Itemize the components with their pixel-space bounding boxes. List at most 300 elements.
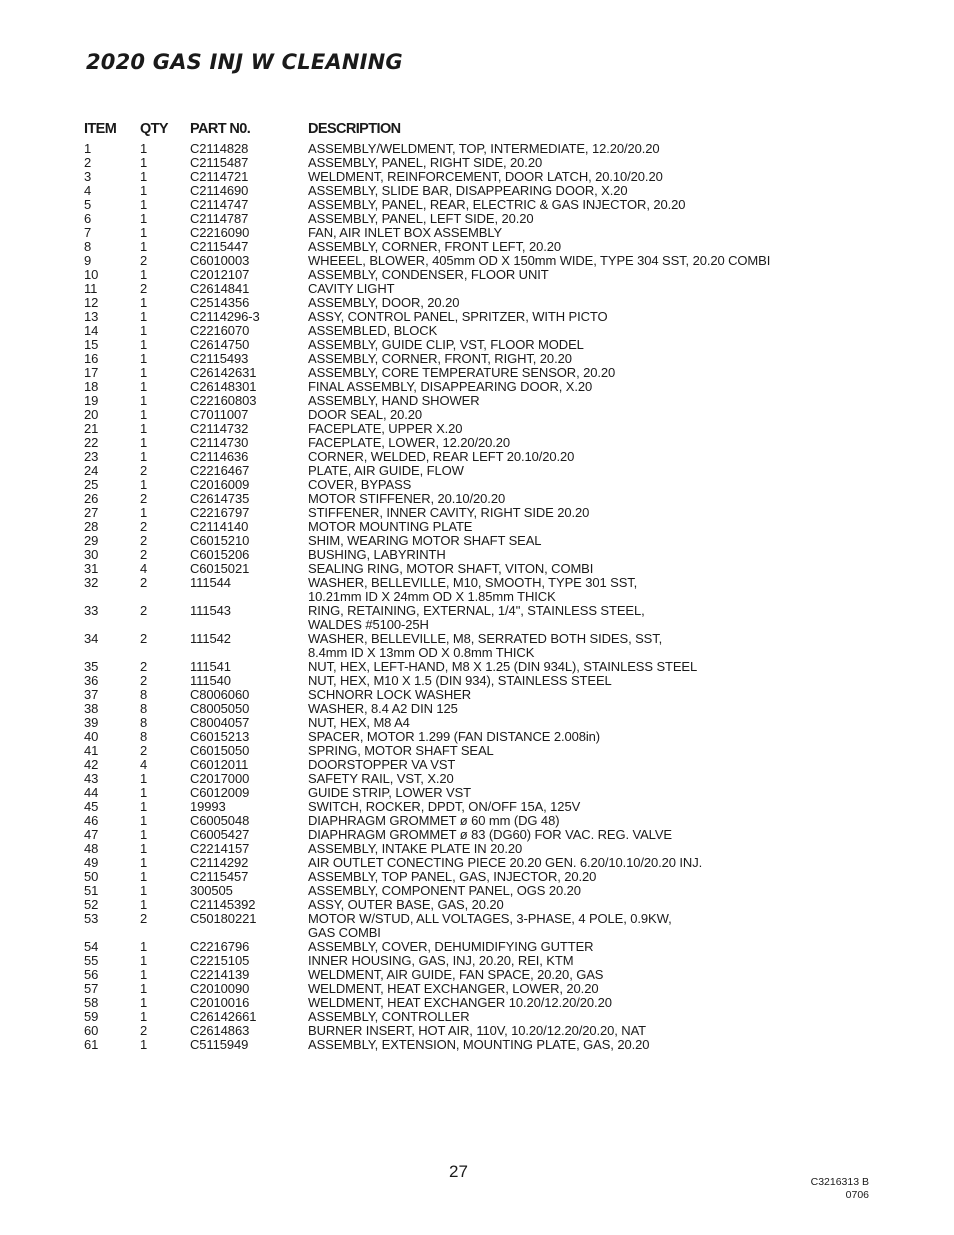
table-row: [0, 1010, 954, 1024]
qty-cell: 2: [140, 1023, 148, 1038]
qty-cell: 1: [140, 841, 148, 856]
qty-cell: 8: [140, 715, 148, 730]
description-cell: ASSY, OUTER BASE, GAS, 20.20: [308, 897, 504, 912]
description-cell: ASSEMBLY, CORE TEMPERATURE SENSOR, 20.20: [308, 365, 616, 380]
part-number-cell: C8005050: [190, 701, 250, 716]
table-row: [0, 744, 954, 758]
item-cell: 43: [84, 771, 99, 786]
qty-cell: 1: [140, 813, 148, 828]
description-cell: ASSEMBLY, CORNER, FRONT, RIGHT, 20.20: [308, 351, 572, 366]
part-number-cell: C2614735: [190, 491, 250, 506]
part-number-cell: C6010003: [190, 253, 250, 268]
qty-cell: 1: [140, 799, 148, 814]
part-number-cell: 300505: [190, 883, 233, 898]
qty-cell: 8: [140, 729, 148, 744]
qty-cell: 1: [140, 225, 148, 240]
qty-cell: 4: [140, 757, 148, 772]
table-row: [0, 968, 954, 982]
description-cell: COVER, BYPASS: [308, 477, 412, 492]
part-number-cell: C2216070: [190, 323, 250, 338]
description-cell: WHEEEL, BLOWER, 405mm OD X 150mm WIDE, TYPE 304 SST, 20.20 COMBI: [308, 253, 771, 268]
item-cell: 46: [84, 813, 99, 828]
description-cell: STIFFENER, INNER CAVITY, RIGHT SIDE 20.20: [308, 505, 590, 520]
qty-cell: 2: [140, 547, 148, 562]
item-cell: 14: [84, 323, 99, 338]
item-cell: 42: [84, 757, 99, 772]
table-row: [0, 394, 954, 408]
item-cell: 1: [84, 141, 92, 156]
part-number-cell: C2614841: [190, 281, 250, 296]
qty-cell: 1: [140, 827, 148, 842]
qty-cell: 4: [140, 561, 148, 576]
part-number-cell: C2514356: [190, 295, 250, 310]
description-cell: 10.21mm ID X 24mm OD X 1.85mm THICK: [308, 589, 556, 604]
part-number-cell: C2114787: [190, 211, 249, 226]
item-cell: 30: [84, 547, 99, 562]
item-cell: 49: [84, 855, 99, 870]
part-number-cell: C2215105: [190, 953, 250, 968]
qty-cell: 2: [140, 673, 148, 688]
item-cell: 53: [84, 911, 99, 926]
part-number-cell: 111542: [190, 631, 231, 646]
qty-cell: 8: [140, 701, 148, 716]
description-cell: ASSEMBLY, CORNER, FRONT LEFT, 20.20: [308, 239, 561, 254]
table-row: [0, 366, 954, 380]
table-row: [0, 814, 954, 828]
part-number-cell: C6005427: [190, 827, 250, 842]
qty-cell: 1: [140, 897, 148, 912]
table-row: [0, 282, 954, 296]
description-cell: 8.4mm ID X 13mm OD X 0.8mm THICK: [308, 645, 535, 660]
qty-cell: 1: [140, 169, 148, 184]
part-number-cell: C6012011: [190, 757, 249, 772]
table-row: [0, 688, 954, 702]
item-cell: 61: [84, 1037, 99, 1052]
qty-cell: 1: [140, 295, 148, 310]
item-cell: 26: [84, 491, 99, 506]
table-row: [0, 996, 954, 1010]
qty-cell: 1: [140, 1009, 148, 1024]
description-cell: BURNER INSERT, HOT AIR, 110V, 10.20/12.20/20.20, NAT: [308, 1023, 647, 1038]
description-cell: SWITCH, ROCKER, DPDT, ON/OFF 15A, 125V: [308, 799, 581, 814]
part-number-cell: C2114292: [190, 855, 249, 870]
table-row: [0, 240, 954, 254]
part-number-cell: C6005048: [190, 813, 250, 828]
table-row: [0, 520, 954, 534]
part-number-cell: C2214157: [190, 841, 250, 856]
description-cell: SPACER, MOTOR 1.299 (FAN DISTANCE 2.008in): [308, 729, 601, 744]
item-cell: 11: [84, 281, 98, 296]
item-cell: 21: [84, 421, 99, 436]
description-cell: AIR OUTLET CONECTING PIECE 20.20 GEN. 6.20/10.10/20.20 INJ.: [308, 855, 703, 870]
description-cell: DOOR SEAL, 20.20: [308, 407, 423, 422]
description-cell: GAS COMBI: [308, 925, 381, 940]
item-cell: 47: [84, 827, 99, 842]
description-cell: ASSEMBLY/WELDMENT, TOP, INTERMEDIATE, 12.20/20.20: [308, 141, 660, 156]
description-cell: WELDMENT, REINFORCEMENT, DOOR LATCH, 20.10/20.20: [308, 169, 663, 184]
part-number-cell: C2115493: [190, 351, 249, 366]
table-row: [0, 422, 954, 436]
description-cell: WALDES #5100-25H: [308, 617, 429, 632]
part-number-cell: C21145392: [190, 897, 256, 912]
part-number-cell: C2114730: [190, 435, 249, 450]
item-cell: 20: [84, 407, 99, 422]
part-number-cell: C2010090: [190, 981, 250, 996]
qty-cell: 1: [140, 953, 148, 968]
document-code: [811, 1176, 869, 1202]
qty-cell: 2: [140, 575, 148, 590]
part-number-cell: C2017000: [190, 771, 250, 786]
table-row: [0, 464, 954, 478]
table-row: [0, 982, 954, 996]
description-cell: ASSEMBLY, PANEL, RIGHT SIDE, 20.20: [308, 155, 543, 170]
doc-code-number: C3216313 B: [810, 1176, 869, 1188]
qty-cell: 1: [140, 855, 148, 870]
item-cell: 28: [84, 519, 99, 534]
table-row: [0, 352, 954, 366]
table-row: [0, 1024, 954, 1038]
qty-cell: 1: [140, 267, 148, 282]
table-row: [0, 296, 954, 310]
table-row: [0, 184, 954, 198]
item-cell: 45: [84, 799, 99, 814]
qty-cell: 1: [140, 351, 148, 366]
table-row: [0, 898, 954, 912]
part-number-cell: C2114140: [190, 519, 249, 534]
description-cell: SPRING, MOTOR SHAFT SEAL: [308, 743, 494, 758]
item-cell: 13: [84, 309, 99, 324]
item-cell: 54: [84, 939, 99, 954]
part-number-cell: C6015210: [190, 533, 250, 548]
description-cell: ASSEMBLY, HAND SHOWER: [308, 393, 480, 408]
item-cell: 51: [84, 883, 99, 898]
table-row: [0, 576, 954, 604]
description-cell: FINAL ASSEMBLY, DISAPPEARING DOOR, X.20: [308, 379, 593, 394]
item-cell: 6: [84, 211, 92, 226]
item-cell: 35: [84, 659, 99, 674]
page-title: 2020 GAS INJ W CLEANING: [86, 50, 403, 74]
table-row: [0, 170, 954, 184]
part-number-cell: C2016009: [190, 477, 250, 492]
qty-cell: 1: [140, 435, 148, 450]
table-row: [0, 912, 954, 940]
part-number-cell: C6015021: [190, 561, 250, 576]
qty-cell: 8: [140, 687, 148, 702]
item-cell: 56: [84, 967, 99, 982]
item-cell: 12: [84, 295, 99, 310]
qty-cell: 1: [140, 211, 148, 226]
item-cell: 22: [84, 435, 99, 450]
description-cell: ASSEMBLY, EXTENSION, MOUNTING PLATE, GAS, 20.20: [308, 1037, 650, 1052]
qty-cell: 1: [140, 869, 148, 884]
qty-cell: 1: [140, 477, 148, 492]
description-cell: CAVITY LIGHT: [308, 281, 395, 296]
table-row: [0, 800, 954, 814]
part-number-cell: C2114721: [190, 169, 249, 184]
qty-cell: 1: [140, 981, 148, 996]
description-cell: PLATE, AIR GUIDE, FLOW: [308, 463, 464, 478]
part-number-cell: C2216796: [190, 939, 250, 954]
item-cell: 55: [84, 953, 99, 968]
parts-table-body: [0, 142, 954, 1052]
item-cell: 36: [84, 673, 99, 688]
qty-cell: 1: [140, 771, 148, 786]
table-row: [0, 786, 954, 800]
qty-cell: 1: [140, 365, 148, 380]
item-cell: 17: [84, 365, 99, 380]
description-cell: ASSEMBLY, PANEL, LEFT SIDE, 20.20: [308, 211, 534, 226]
qty-cell: 2: [140, 911, 148, 926]
description-cell: ASSEMBLY, TOP PANEL, GAS, INJECTOR, 20.20: [308, 869, 597, 884]
description-cell: DOORSTOPPER VA VST: [308, 757, 456, 772]
table-row: [0, 730, 954, 744]
table-row: [0, 268, 954, 282]
item-cell: 18: [84, 379, 99, 394]
table-row: [0, 436, 954, 450]
description-cell: ASSEMBLY, COMPONENT PANEL, OGS 20.20: [308, 883, 581, 898]
part-number-cell: C2114828: [190, 141, 249, 156]
part-number-cell: C2114636: [190, 449, 249, 464]
qty-cell: 1: [140, 967, 148, 982]
part-number-cell: C6015206: [190, 547, 250, 562]
part-number-cell: C6015213: [190, 729, 250, 744]
qty-cell: 2: [140, 603, 148, 618]
qty-cell: 1: [140, 197, 148, 212]
item-cell: 9: [84, 253, 92, 268]
description-cell: WELDMENT, HEAT EXCHANGER 10.20/12.20/20.20: [308, 995, 612, 1010]
part-number-cell: C22160803: [190, 393, 257, 408]
qty-cell: 2: [140, 463, 148, 478]
table-row: [0, 604, 954, 632]
part-number-cell: C5115949: [190, 1037, 249, 1052]
part-number-cell: C8004057: [190, 715, 250, 730]
qty-cell: 2: [140, 253, 148, 268]
item-cell: 27: [84, 505, 99, 520]
description-cell: SEALING RING, MOTOR SHAFT, VITON, COMBI: [308, 561, 594, 576]
table-row: [0, 534, 954, 548]
qty-cell: 2: [140, 281, 148, 296]
part-number-cell: C26142661: [190, 1009, 257, 1024]
table-row: [0, 828, 954, 842]
table-row: [0, 758, 954, 772]
item-cell: 52: [84, 897, 99, 912]
part-number-cell: C6012009: [190, 785, 250, 800]
item-cell: 15: [84, 337, 99, 352]
table-row: [0, 142, 954, 156]
item-cell: 7: [84, 225, 92, 240]
doc-code-date: 0706: [845, 1189, 869, 1201]
table-row: [0, 478, 954, 492]
item-cell: 37: [84, 687, 99, 702]
table-row: [0, 772, 954, 786]
table-row: [0, 940, 954, 954]
part-number-cell: C6015050: [190, 743, 250, 758]
table-row: [0, 492, 954, 506]
description-cell: DIAPHRAGM GROMMET ø 60 mm (DG 48): [308, 813, 560, 828]
qty-cell: 2: [140, 519, 148, 534]
description-cell: GUIDE STRIP, LOWER VST: [308, 785, 471, 800]
table-row: [0, 870, 954, 884]
qty-cell: 2: [140, 743, 148, 758]
qty-cell: 1: [140, 309, 148, 324]
item-cell: 31: [84, 561, 99, 576]
header-part-number: PART N0.: [190, 121, 251, 137]
qty-cell: 2: [140, 533, 148, 548]
qty-cell: 2: [140, 631, 148, 646]
item-cell: 33: [84, 603, 99, 618]
table-row: [0, 856, 954, 870]
table-row: [0, 338, 954, 352]
table-row: [0, 660, 954, 674]
part-number-cell: C2012107: [190, 267, 250, 282]
description-cell: SHIM, WEARING MOTOR SHAFT SEAL: [308, 533, 542, 548]
item-cell: 19: [84, 393, 99, 408]
qty-cell: 1: [140, 421, 148, 436]
header-item: ITEM: [84, 121, 117, 137]
table-row: [0, 716, 954, 730]
description-cell: ASSEMBLY, CONTROLLER: [308, 1009, 470, 1024]
item-cell: 16: [84, 351, 99, 366]
qty-cell: 1: [140, 449, 148, 464]
item-cell: 34: [84, 631, 99, 646]
description-cell: ASSEMBLED, BLOCK: [308, 323, 438, 338]
part-number-cell: C2114690: [190, 183, 249, 198]
description-cell: ASSEMBLY, COVER, DEHUMIDIFYING GUTTER: [308, 939, 594, 954]
table-row: [0, 562, 954, 576]
description-cell: ASSEMBLY, PANEL, REAR, ELECTRIC & GAS INJECTOR, 20.20: [308, 197, 686, 212]
description-cell: SAFETY RAIL, VST, X.20: [308, 771, 454, 786]
description-cell: ASSEMBLY, INTAKE PLATE IN 20.20: [308, 841, 523, 856]
qty-cell: 1: [140, 323, 148, 338]
part-number-cell: 111544: [190, 575, 231, 590]
part-number-cell: C2115457: [190, 869, 249, 884]
table-row: [0, 380, 954, 394]
table-row: [0, 702, 954, 716]
part-number-cell: C2214139: [190, 967, 250, 982]
part-number-cell: C2614863: [190, 1023, 250, 1038]
description-cell: WELDMENT, HEAT EXCHANGER, LOWER, 20.20: [308, 981, 599, 996]
description-cell: NUT, HEX, M8 A4: [308, 715, 410, 730]
table-row: [0, 226, 954, 240]
part-number-cell: C2010016: [190, 995, 250, 1010]
header-description: DESCRIPTION: [308, 121, 401, 137]
qty-cell: 1: [140, 883, 148, 898]
qty-cell: 1: [140, 239, 148, 254]
description-cell: FACEPLATE, LOWER, 12.20/20.20: [308, 435, 511, 450]
part-number-cell: 111543: [190, 603, 231, 618]
qty-cell: 1: [140, 393, 148, 408]
item-cell: 50: [84, 869, 99, 884]
item-cell: 38: [84, 701, 99, 716]
qty-cell: 2: [140, 659, 148, 674]
part-number-cell: 19993: [190, 799, 226, 814]
description-cell: CORNER, WELDED, REAR LEFT 20.10/20.20: [308, 449, 575, 464]
description-cell: BUSHING, LABYRINTH: [308, 547, 446, 562]
description-cell: ASSEMBLY, DOOR, 20.20: [308, 295, 460, 310]
part-number-cell: C26148301: [190, 379, 257, 394]
table-row: [0, 212, 954, 226]
qty-cell: 1: [140, 337, 148, 352]
item-cell: 3: [84, 169, 92, 184]
qty-cell: 1: [140, 785, 148, 800]
table-row: [0, 324, 954, 338]
description-cell: ASSY, CONTROL PANEL, SPRITZER, WITH PICTO: [308, 309, 608, 324]
item-cell: 2: [84, 155, 92, 170]
description-cell: WASHER, BELLEVILLE, M10, SMOOTH, TYPE 301 SST,: [308, 575, 638, 590]
description-cell: INNER HOUSING, GAS, INJ, 20.20, REI, KTM: [308, 953, 574, 968]
part-number-cell: C2115447: [190, 239, 249, 254]
part-number-cell: C2114296-3: [190, 309, 260, 324]
table-row: [0, 450, 954, 464]
page-number: 27: [449, 1162, 468, 1181]
qty-cell: 1: [140, 183, 148, 198]
qty-cell: 1: [140, 1037, 148, 1052]
table-row: [0, 842, 954, 856]
description-cell: NUT, HEX, LEFT-HAND, M8 X 1.25 (DIN 934L), STAINLESS STEEL: [308, 659, 698, 674]
table-row: [0, 632, 954, 660]
qty-cell: 1: [140, 995, 148, 1010]
part-number-cell: C2115487: [190, 155, 249, 170]
part-number-cell: 111540: [190, 673, 231, 688]
item-cell: 41: [84, 743, 99, 758]
item-cell: 59: [84, 1009, 99, 1024]
part-number-cell: C50180221: [190, 911, 257, 926]
part-number-cell: C2216797: [190, 505, 250, 520]
description-cell: MOTOR STIFFENER, 20.10/20.20: [308, 491, 506, 506]
table-row: [0, 506, 954, 520]
description-cell: NUT, HEX, M10 X 1.5 (DIN 934), STAINLESS STEEL: [308, 673, 612, 688]
item-cell: 58: [84, 995, 99, 1010]
item-cell: 24: [84, 463, 99, 478]
table-row: [0, 254, 954, 268]
table-row: [0, 1038, 954, 1052]
description-cell: RING, RETAINING, EXTERNAL, 1/4", STAINLESS STEEL,: [308, 603, 645, 618]
item-cell: 23: [84, 449, 99, 464]
item-cell: 32: [84, 575, 99, 590]
description-cell: MOTOR W/STUD, ALL VOLTAGES, 3-PHASE, 4 POLE, 0.9KW,: [308, 911, 672, 926]
table-row: [0, 954, 954, 968]
part-number-cell: C8006060: [190, 687, 250, 702]
description-cell: WELDMENT, AIR GUIDE, FAN SPACE, 20.20, GAS: [308, 967, 604, 982]
description-cell: WASHER, 8.4 A2 DIN 125: [308, 701, 458, 716]
description-cell: ASSEMBLY, CONDENSER, FLOOR UNIT: [308, 267, 549, 282]
item-cell: 8: [84, 239, 92, 254]
qty-cell: 2: [140, 491, 148, 506]
qty-cell: 1: [140, 141, 148, 156]
part-number-cell: 111541: [190, 659, 231, 674]
table-row: [0, 198, 954, 212]
item-cell: 4: [84, 183, 92, 198]
item-cell: 48: [84, 841, 99, 856]
description-cell: ASSEMBLY, GUIDE CLIP, VST, FLOOR MODEL: [308, 337, 584, 352]
item-cell: 25: [84, 477, 99, 492]
table-row: [0, 310, 954, 324]
header-qty: QTY: [140, 121, 169, 137]
item-cell: 39: [84, 715, 99, 730]
qty-cell: 1: [140, 379, 148, 394]
part-number-cell: C2216090: [190, 225, 250, 240]
item-cell: 57: [84, 981, 99, 996]
item-cell: 5: [84, 197, 92, 212]
description-cell: SCHNORR LOCK WASHER: [308, 687, 472, 702]
part-number-cell: C7011007: [190, 407, 249, 422]
item-cell: 10: [84, 267, 99, 282]
description-cell: FAN, AIR INLET BOX ASSEMBLY: [308, 225, 503, 240]
description-cell: MOTOR MOUNTING PLATE: [308, 519, 473, 534]
table-row: [0, 548, 954, 562]
qty-cell: 1: [140, 407, 148, 422]
table-row: [0, 674, 954, 688]
